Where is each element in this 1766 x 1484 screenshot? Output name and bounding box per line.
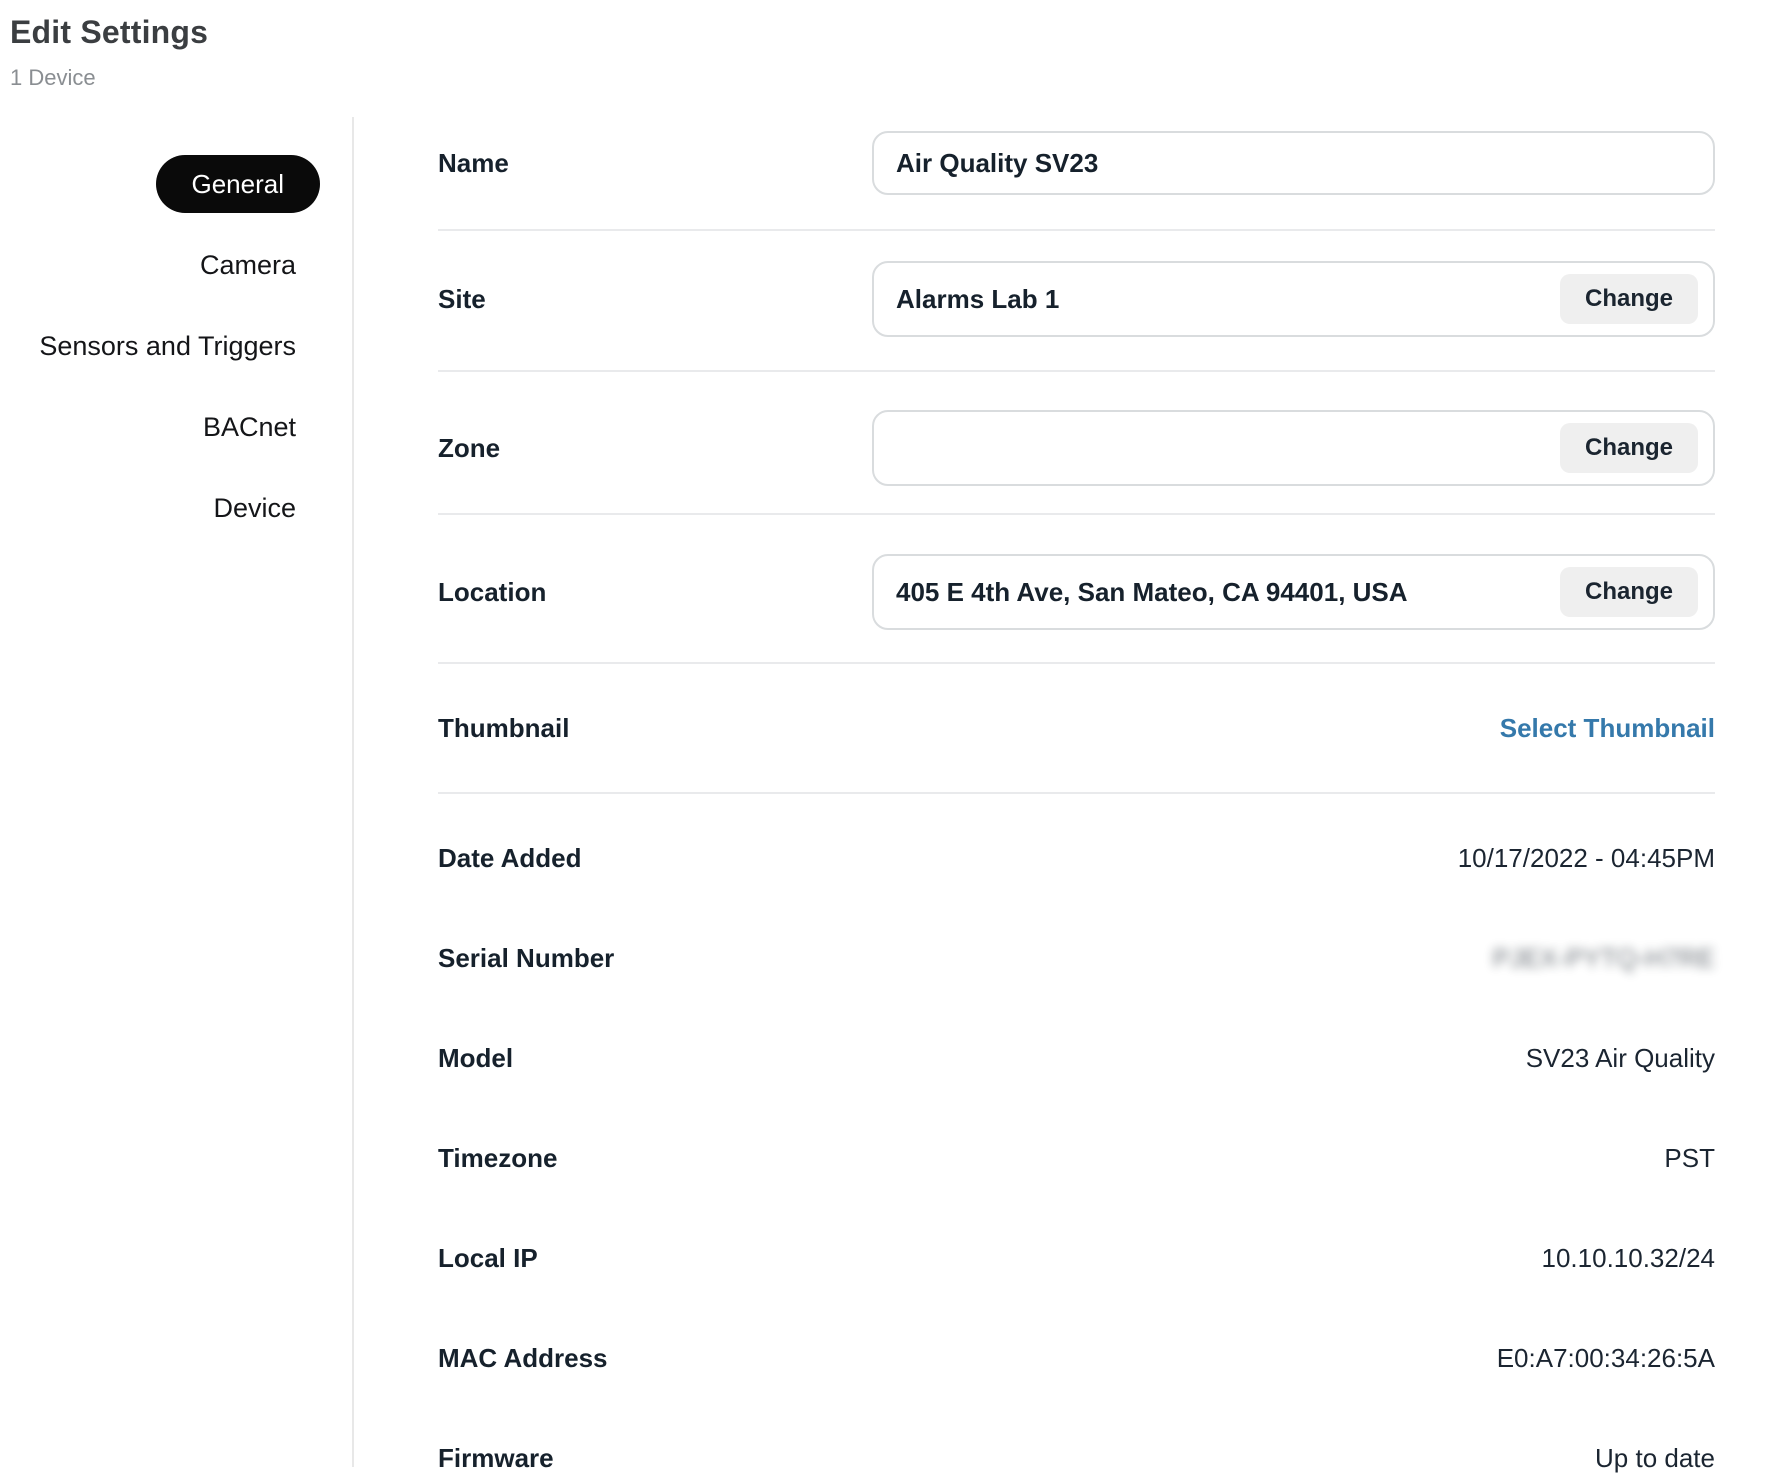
serial-number-value: PJEX-PYTQ-H7RE xyxy=(1492,942,1715,973)
serial-number-row xyxy=(438,908,1715,1008)
mac-address-row xyxy=(438,1308,1715,1408)
local-ip-row xyxy=(438,1208,1715,1308)
site-value: Alarms Lab 1 xyxy=(896,283,1060,314)
device-count: 1 Device xyxy=(10,65,96,90)
zone-row xyxy=(438,372,1715,515)
site-row xyxy=(438,231,1715,372)
local-ip-value: 10.10.10.32/24 xyxy=(1541,1242,1715,1273)
zone-label: Zone xyxy=(438,432,501,463)
firmware-value: Up to date xyxy=(1595,1442,1715,1473)
serial-number-label: Serial Number xyxy=(438,942,615,973)
tab-device[interactable]: Device xyxy=(213,492,296,523)
mac-address-label: MAC Address xyxy=(438,1342,608,1373)
location-value-box xyxy=(872,554,1715,630)
model-row xyxy=(438,1008,1715,1108)
thumbnail-row xyxy=(438,664,1715,794)
site-change-button[interactable]: Change xyxy=(1560,274,1698,324)
date-added-label: Date Added xyxy=(438,842,582,873)
local-ip-label: Local IP xyxy=(438,1242,538,1273)
date-added-value: 10/17/2022 - 04:45PM xyxy=(1457,842,1715,873)
tab-bacnet[interactable]: BACnet xyxy=(202,411,296,442)
settings-layout xyxy=(0,117,1766,1473)
model-label: Model xyxy=(438,1042,514,1073)
timezone-value: PST xyxy=(1664,1142,1715,1173)
location-change-button[interactable]: Change xyxy=(1560,567,1698,617)
location-label: Location xyxy=(438,576,547,607)
readonly-section xyxy=(438,794,1715,1484)
location-row xyxy=(438,515,1715,664)
tab-camera[interactable]: Camera xyxy=(199,249,296,280)
thumbnail-label: Thumbnail xyxy=(438,712,570,743)
page-header xyxy=(0,0,1766,91)
name-row xyxy=(438,117,1715,231)
name-input[interactable] xyxy=(872,131,1715,195)
general-settings-form xyxy=(354,117,1766,1473)
name-label: Name xyxy=(438,147,509,178)
model-value: SV23 Air Quality xyxy=(1525,1042,1715,1073)
tab-general[interactable]: General xyxy=(156,155,321,213)
site-label: Site xyxy=(438,283,486,314)
page-title: Edit Settings xyxy=(10,14,209,50)
firmware-label: Firmware xyxy=(438,1442,554,1473)
select-thumbnail-link[interactable]: Select Thumbnail xyxy=(1499,712,1715,743)
settings-sidebar xyxy=(0,117,354,1467)
timezone-label: Timezone xyxy=(438,1142,558,1173)
zone-change-button[interactable]: Change xyxy=(1560,423,1698,473)
mac-address-value: E0:A7:00:34:26:5A xyxy=(1496,1342,1715,1373)
timezone-row xyxy=(438,1108,1715,1208)
firmware-row xyxy=(438,1408,1715,1484)
zone-value-box xyxy=(872,410,1715,486)
tab-sensors-and-triggers[interactable]: Sensors and Triggers xyxy=(39,330,296,361)
date-added-row xyxy=(438,808,1715,908)
settings-nav xyxy=(0,155,352,560)
site-value-box xyxy=(872,261,1715,337)
location-value: 405 E 4th Ave, San Mateo, CA 94401, USA xyxy=(896,576,1408,607)
